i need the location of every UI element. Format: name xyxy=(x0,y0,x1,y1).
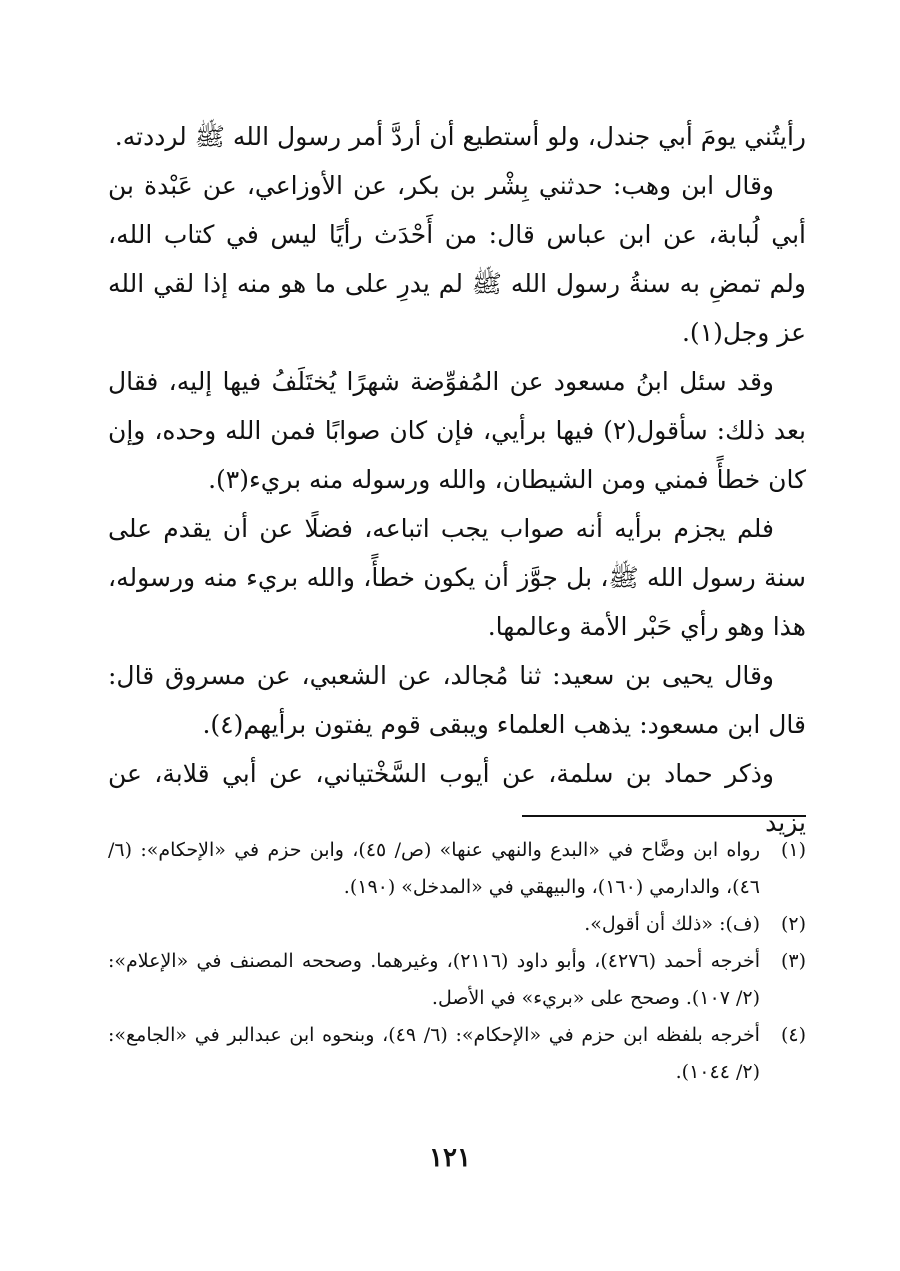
main-text-body xyxy=(108,112,806,847)
paragraph-3: وقد سئل ابنُ مسعود عن المُفوِّضة شهرًا يُختَلَفُ فيها إليه، فقال بعد ذلك: سأقول(٢) فيها برأيي، فإن كان صوابًا فمن الله وحده، وإن كان خطأً فمني ومن الشيطان، والله ورسوله منه بريء(٣). xyxy=(108,367,806,494)
footnote-4 xyxy=(108,1017,806,1091)
page-number: ١٢١ xyxy=(429,1143,471,1173)
footnote-number: (٢) xyxy=(780,913,806,935)
paragraph-5: وقال يحيى بن سعيد: ثنا مُجالد، عن الشعبي، عن مسروق قال: قال ابن مسعود: يذهب العلماء ويبقى قوم يفتون برأيهم(٤). xyxy=(108,661,806,739)
footnote-number: (٣) xyxy=(780,950,806,972)
footnote-text: (ف): «ذلك أن أقول». xyxy=(584,913,760,935)
footnote-number: (٤) xyxy=(780,1024,806,1046)
paragraph-4: فلم يجزم برأيه أنه صواب يجب اتباعه، فضلًا عن أن يقدم على سنة رسول الله ﷺ، بل جوَّز أن يكون خطأً، والله بريء منه ورسوله، هذا وهو رأي حَبْر الأمة وعالمها. xyxy=(108,514,806,641)
paragraph-2: وقال ابن وهب: حدثني بِشْر بن بكر، عن الأوزاعي، عن عَبْدة بن أبي لُبابة، عن ابن عباس قال: من أَحْدَث رأيًا ليس في كتاب الله، ولم تمضِ به سنةُ رسول الله ﷺ لم يدرِ على ما هو منه إذا لقي الله عز وجل(١). xyxy=(108,171,806,347)
footnotes-section xyxy=(108,832,806,1091)
footnote-separator xyxy=(522,815,806,817)
footnote-text: أخرجه أحمد (٤٢٧٦)، وأبو داود (٢١١٦)، وغيرهما. وصححه المصنف في «الإعلام»: (٢/ ١٠٧). وصحح على «بريء» في الأصل. xyxy=(108,950,761,1009)
footnote-2 xyxy=(108,906,806,943)
paragraph-1: رأيتُني يومَ أبي جندل، ولو أستطيع أن أردَّ أمر رسول الله ﷺ لرددته. xyxy=(114,122,806,151)
footnote-1 xyxy=(108,832,806,906)
paragraph-6: وذكر حماد بن سلمة، عن أيوب السَّخْتياني، عن أبي قلابة، عن يزيد xyxy=(108,759,806,837)
footnote-text: رواه ابن وضَّاح في «البدع والنهي عنها» (ص/ ٤٥)، وابن حزم في «الإحكام»: (٦/ ٤٦)، والدارمي (١٦٠)، والبيهقي في «المدخل» (١٩٠). xyxy=(108,839,761,898)
footnote-3 xyxy=(108,943,806,1017)
footnote-text: أخرجه بلفظه ابن حزم في «الإحكام»: (٦/ ٤٩)، وبنحوه ابن عبدالبر في «الجامع»: (٢/ ١٠٤٤). xyxy=(108,1024,760,1083)
footnote-number: (١) xyxy=(780,839,806,861)
